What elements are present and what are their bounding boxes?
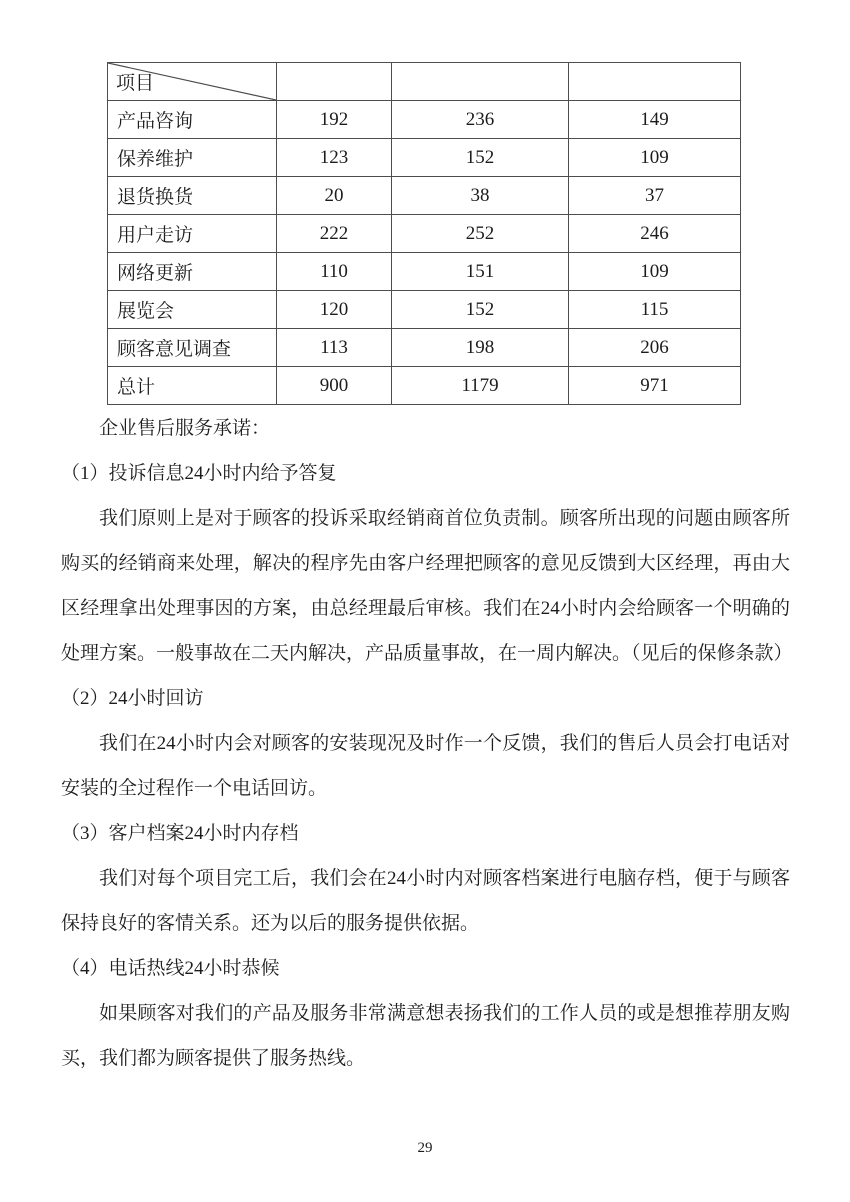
- row-label: 用户走访: [108, 215, 277, 253]
- table-row: [108, 101, 741, 139]
- table-header-col1: [277, 63, 392, 101]
- row-label: 总计: [108, 367, 277, 405]
- table-corner-cell: [108, 63, 277, 101]
- row-value: 252: [392, 215, 569, 253]
- row-value: 900: [277, 367, 392, 405]
- row-value: 115: [569, 291, 741, 329]
- table-row: [108, 215, 741, 253]
- row-value: 206: [569, 329, 741, 367]
- row-value: 222: [277, 215, 392, 253]
- section-2-heading: （2）24小时回访: [61, 688, 204, 709]
- section-3-paragraph: 我们对每个项目完工后，我们会在24小时内对顾客档案进行电脑存档，便于与顾客保持良好的客情关系。还为以后的服务提供依据。: [61, 868, 790, 934]
- row-value: 149: [569, 101, 741, 139]
- row-value: 1179: [392, 367, 569, 405]
- table-row: [108, 329, 741, 367]
- row-label: 顾客意见调查: [108, 329, 277, 367]
- statistics-table: [107, 62, 741, 405]
- row-value: 37: [569, 177, 741, 215]
- row-label: 网络更新: [108, 253, 277, 291]
- row-value: 152: [392, 139, 569, 177]
- row-value: 192: [277, 101, 392, 139]
- row-label: 展览会: [108, 291, 277, 329]
- statistics-table-wrap: [107, 62, 740, 405]
- service-commitment-subheading: 企业售后服务承诺：: [99, 418, 271, 439]
- row-label: 保养维护: [108, 139, 277, 177]
- row-value: 198: [392, 329, 569, 367]
- row-value: 120: [277, 291, 392, 329]
- table-header-col2: [392, 63, 569, 101]
- section-1-heading: （1）投诉信息24小时内给予答复: [61, 463, 337, 484]
- row-value: 123: [277, 139, 392, 177]
- table-row-total: [108, 367, 741, 405]
- table-corner-label: 项目: [116, 73, 155, 94]
- row-value: 236: [392, 101, 569, 139]
- row-value: 971: [569, 367, 741, 405]
- section-2-paragraph: 我们在24小时内会对顾客的安装现况及时作一个反馈，我们的售后人员会打电话对安装的全过程作一个电话回访。: [61, 733, 790, 799]
- row-label: 退货换货: [108, 177, 277, 215]
- row-value: 110: [277, 253, 392, 291]
- page-number: 29: [417, 1140, 433, 1156]
- document-body: [61, 406, 793, 1081]
- section-1-paragraph: 我们原则上是对于顾客的投诉采取经销商首位负责制。顾客所出现的问题由顾客所购买的经销商来处理，解决的程序先由客户经理把顾客的意见反馈到大区经理，再由大区经理拿出处理事因的方案，由总经理最后审核。我们在24小时内会给顾客一个明确的处理方案。一般事故在二天内解决，产品质量事故，在一周内解决。（见后的保修条款）: [61, 508, 793, 664]
- row-value: 151: [392, 253, 569, 291]
- row-value: 109: [569, 253, 741, 291]
- table-row: [108, 139, 741, 177]
- row-value: 38: [392, 177, 569, 215]
- table-header-row: [108, 63, 741, 101]
- table-row: [108, 253, 741, 291]
- row-value: 152: [392, 291, 569, 329]
- row-value: 246: [569, 215, 741, 253]
- row-label: 产品咨询: [108, 101, 277, 139]
- section-3-heading: （3）客户档案24小时内存档: [61, 823, 299, 844]
- table-row: [108, 177, 741, 215]
- row-value: 113: [277, 329, 392, 367]
- row-value: 20: [277, 177, 392, 215]
- table-row: [108, 291, 741, 329]
- row-value: 109: [569, 139, 741, 177]
- section-4-paragraph: 如果顾客对我们的产品及服务非常满意想表扬我们的工作人员的或是想推荐朋友购买，我们都为顾客提供了服务热线。: [61, 1003, 790, 1069]
- table-header-col3: [569, 63, 741, 101]
- section-4-heading: （4）电话热线24小时恭候: [61, 958, 280, 979]
